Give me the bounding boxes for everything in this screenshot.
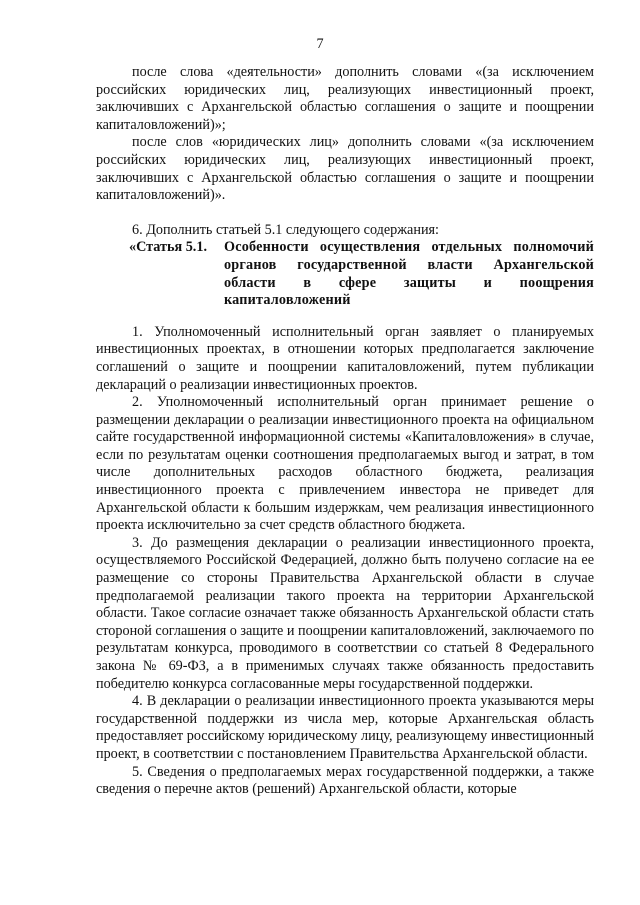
item-6-lead: 6. Дополнить статьей 5.1 следующего содержания: — [132, 221, 439, 238]
body-paragraph-1: 1. Уполномоченный исполнительный орган заявляет о планируемых инвестиционных проектах, в отношении которых предполагается заключение соглашений о защите и поощрении капиталовложений, путем публикации деклараций о реализации инвестиционных проектов. — [96, 323, 594, 393]
article-label: «Статья 5.1. — [129, 239, 207, 256]
page-number: 7 — [316, 36, 324, 52]
body-paragraph-3: 3. До размещения декларации о реализации инвестиционного проекта, осуществляемого Российской Федерацией, должно быть получено согласие на ее размещение со стороны Правительства Архангельской области в случае предполагаемой реализации такого проекта на территории Архангельской области. Такое согласие означает также обязанность Архангельской области стать стороной соглашения о защите и поощрении капиталовложений, заключаемого по результатам конкурса, проводимого в соответствии со статьей 8 Федерального закона № 69-ФЗ, а в применимых случаях также обязанность предоставить победителю конкурса согласованные меры государственной поддержки. — [96, 534, 595, 692]
body-paragraph-2: 2. Уполномоченный исполнительный орган принимает решение о размещении декларации о реализации инвестиционного проекта на официальном сайте государственной информационной системы «Капиталовложения» в случае, если по результатам оценки соотношения предполагаемых выгод и затрат, в том числе дополнительных расходов областного бюджета, реализация инвестиционного проекта с привлечением инвестора не приведет для Архангельской области к большим издержкам, чем реализация инвестиционного проекта исключительно за счет средств областного бюджета. — [96, 394, 594, 534]
document-body — [96, 64, 594, 799]
body-paragraph-4: 4. В декларации о реализации инвестиционного проекта указываются меры государственной поддержки из числа мер, которые Архангельская область предоставляет российскому юридическому лицу, реализующему инвестиционный проект, в соответствии с постановлением Правительства Архангельской области. — [96, 693, 594, 762]
article-heading — [96, 239, 594, 309]
body-paragraph-5: 5. Сведения о предполагаемых мерах государственной поддержки, а также сведения о перечне актов (решений) Архангельской области, которые — [96, 763, 594, 798]
article-title: Особенности осуществления отдельных полномочий органов государственной власти Архангельской области в сфере защиты и поощрения капиталовложений — [224, 239, 594, 309]
intro-paragraph-2: после слов «юридических лиц» дополнить словами «(за исключением российских юридических лиц, реализующих инвестиционный проект, заключивших с Архангельской областью соглашения о защите и поощрении капиталовложений)». — [96, 134, 594, 204]
intro-paragraph-1: после слова «деятельности» дополнить словами «(за исключением российских юридических лиц, реализующих инвестиционный проект, заключивших с Архангельской областью соглашения о защите и поощрении капиталовложений)»; — [96, 64, 594, 133]
